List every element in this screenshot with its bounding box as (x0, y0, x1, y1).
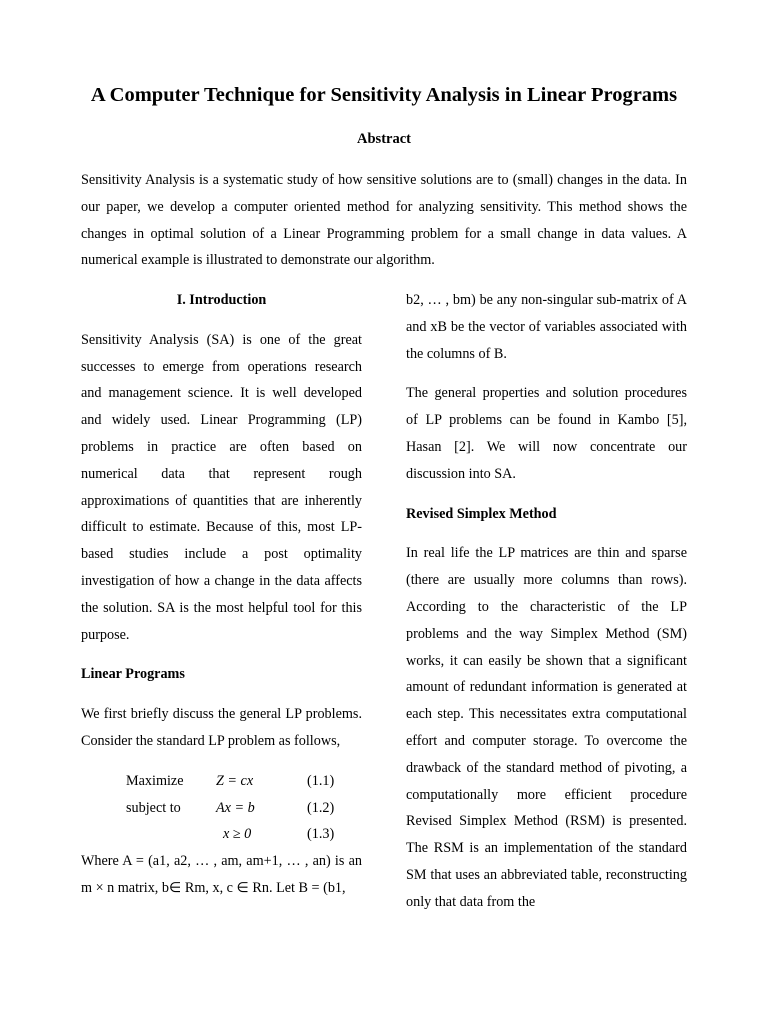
equation-block (81, 768, 362, 848)
revised-simplex-paragraph: In real life the LP matrices are thin and sparse (there are usually more columns than rows). According to the characteristic of the LP problems and the way Simplex Method (SM) works, it can easily be shown that a significant amount of redundant information is generated at each step. This necessitates extra computational effort and computer storage. To overcome the drawback of the standard method of pivoting, a computationally more efficient procedure Revised Simplex Method (RSM) is presented. The RSM is an implementation of the standard SM that uses an abbreviated table, reconstructing only that data from the (406, 545, 687, 910)
right-column (406, 287, 687, 916)
equation-expression: Z = cx (216, 772, 254, 789)
equation-label: Maximize (126, 772, 184, 789)
equation-number: (1.1) (307, 772, 335, 789)
introduction-paragraph: Sensitivity Analysis (SA) is one of the great successes to emerge from operations research and management science. It is well developed and widely used. Linear Programming (LP) problems in practice are often based on numerical data that represent rough approximations of quantities that are inherently difficult to estimate. Because of this, most LP-based studies include a post optimality investigation of how a change in the data affects the solution. SA is the most helpful tool for this purpose. (81, 331, 362, 643)
revised-simplex-heading: Revised Simplex Method (406, 505, 557, 522)
matrix-definition-continued: b2, … , bm) be any non-singular sub-matrix of A and xB be the vector of variables associated with the columns of B. (406, 292, 687, 362)
equation-row (81, 821, 362, 848)
linear-programs-paragraph: We first briefly discuss the general LP problems. Consider the standard LP problem as follows, (81, 706, 362, 749)
equation-expression: x ≥ 0 (223, 826, 252, 843)
equation-expression: Ax = b (216, 799, 255, 816)
introduction-heading: I. Introduction (176, 292, 267, 308)
left-column (81, 287, 362, 902)
linear-programs-heading: Linear Programs (81, 666, 185, 683)
abstract-text: Sensitivity Analysis is a systematic study of how sensitive solutions are to (small) changes in the data. In our paper, we develop a computer oriented method for analyzing sensitivity. This method shows the changes in optimal solution of a Linear Programming problem for a small change in data values. A numerical example is illustrated to demonstrate our algorithm. (81, 172, 687, 269)
abstract-heading: Abstract (357, 131, 411, 147)
equation-row (81, 795, 362, 822)
equation-number: (1.2) (307, 799, 335, 816)
equation-row (81, 768, 362, 795)
equation-label: subject to (126, 799, 181, 816)
matrix-definition-paragraph: Where A = (a1, a2, … , am, am+1, … , an) is an m × n matrix, b∈ Rm, x, c ∈ Rn. Let B = (b1, (81, 853, 362, 896)
references-paragraph: The general properties and solution procedures of LP problems can be found in Kambo [5], Hasan [2]. We will now concentrate our discussion into SA. (406, 385, 687, 482)
paper-title: A Computer Technique for Sensitivity Analysis in Linear Programs (90, 84, 678, 106)
equation-number: (1.3) (307, 826, 335, 843)
